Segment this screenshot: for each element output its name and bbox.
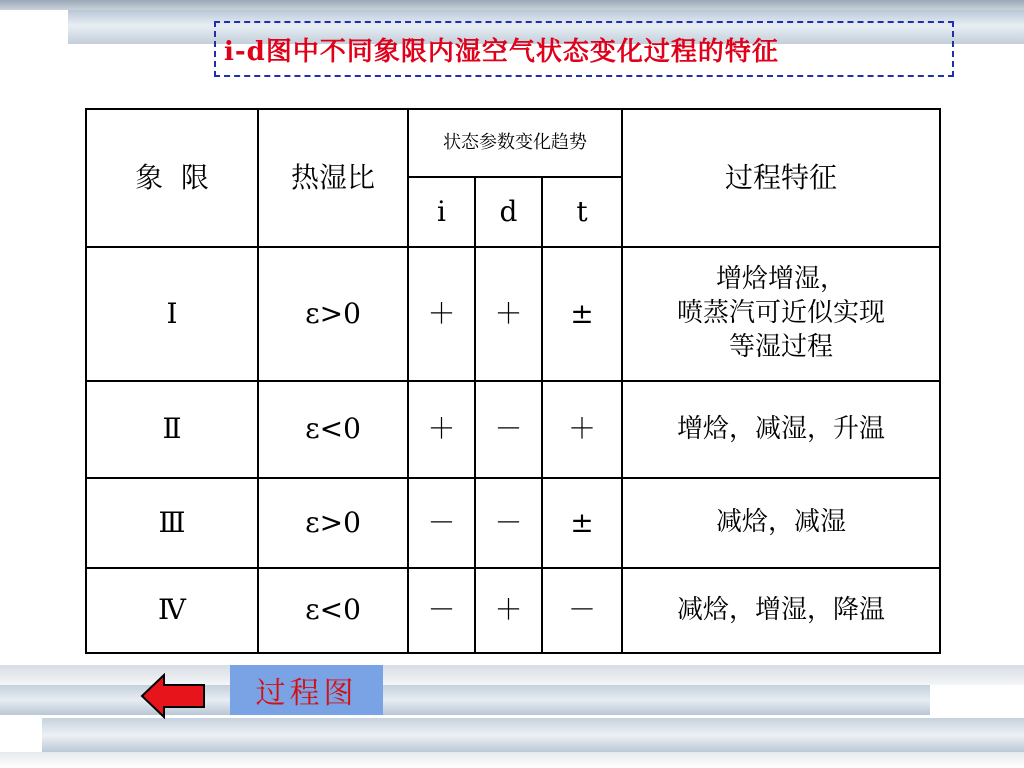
cell-d: ＋ <box>475 247 542 381</box>
feature-line: 增焓增湿， <box>715 264 846 295</box>
page-title <box>214 21 954 77</box>
bottom-decor-bar-lower <box>42 718 1024 752</box>
bottom-decor-edge <box>0 752 1024 768</box>
cell-quadrant: Ⅱ <box>86 381 258 478</box>
table-row <box>86 381 940 478</box>
table-row <box>86 247 940 381</box>
cell-i: ＋ <box>408 381 475 478</box>
cell-t: ＋ <box>542 381 622 478</box>
cell-t: － <box>542 568 622 653</box>
cell-ratio: ε>0 <box>258 478 408 568</box>
cell-feature: 减焓，减湿 <box>622 478 940 568</box>
cell-feature: 减焓，增湿，降温 <box>622 568 940 653</box>
cell-ratio: ε<0 <box>258 381 408 478</box>
feature-line: 等湿过程 <box>728 331 833 362</box>
cell-i: － <box>408 568 475 653</box>
cell-d: － <box>475 381 542 478</box>
header-quadrant: 象 限 <box>86 109 258 247</box>
cell-i: － <box>408 478 475 568</box>
header-t: t <box>542 177 622 247</box>
cell-quadrant: Ⅲ <box>86 478 258 568</box>
header-trend: 状态参数变化趋势 <box>408 109 622 177</box>
left-arrow-icon <box>140 673 206 719</box>
page-title-text: i-d图中不同象限内湿空气状态变化过程的特征 <box>224 36 779 67</box>
cell-quadrant: Ⅳ <box>86 568 258 653</box>
cell-d: ＋ <box>475 568 542 653</box>
cell-i: ＋ <box>408 247 475 381</box>
feature-line: 喷蒸汽可近似实现 <box>676 298 885 329</box>
process-chart-button[interactable] <box>230 665 383 715</box>
cell-ratio: ε<0 <box>258 568 408 653</box>
back-button[interactable] <box>140 673 206 719</box>
header-i: i <box>408 177 475 247</box>
cell-d: － <box>475 478 542 568</box>
header-ratio: 热湿比 <box>258 109 408 247</box>
process-table <box>85 108 941 654</box>
table-row <box>86 568 940 653</box>
process-chart-label: 过程图 <box>255 676 358 711</box>
cell-t: ± <box>542 478 622 568</box>
table-header-row <box>86 109 940 177</box>
table-row <box>86 478 940 568</box>
cell-feature: 增焓，减湿，升温 <box>622 381 940 478</box>
cell-quadrant: Ⅰ <box>86 247 258 381</box>
header-d: d <box>475 177 542 247</box>
header-feature: 过程特征 <box>622 109 940 247</box>
cell-ratio: ε>0 <box>258 247 408 381</box>
cell-feature <box>622 247 940 381</box>
cell-t: ± <box>542 247 622 381</box>
top-decor-strip <box>0 0 1024 10</box>
